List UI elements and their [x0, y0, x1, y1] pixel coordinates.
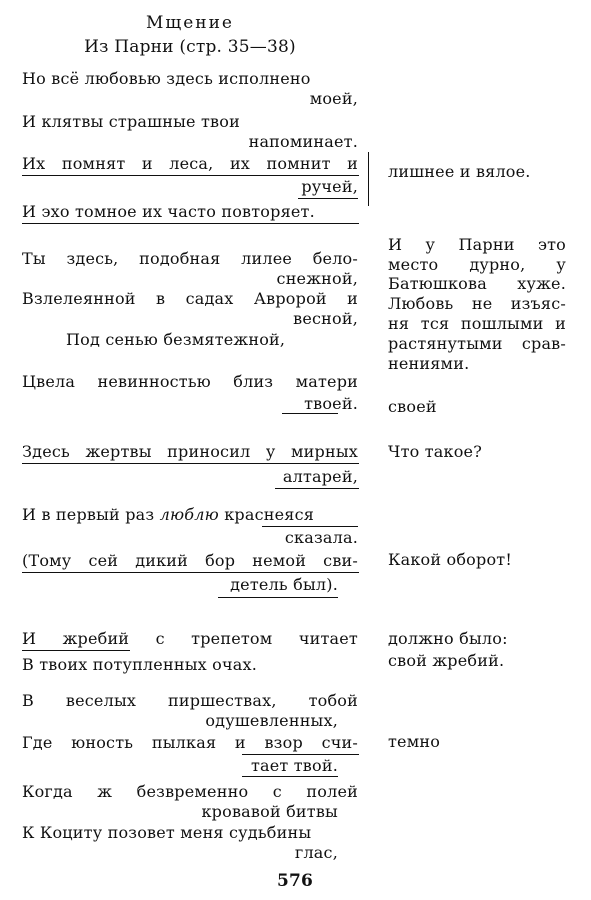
underline-line-10	[262, 526, 358, 527]
margin-note-7: темно	[388, 732, 441, 751]
margin-note-2-line-1: И у Парни это	[388, 235, 566, 254]
underline-line-8-cont	[282, 413, 338, 414]
page-number: 576	[276, 871, 314, 891]
poem-line-6-cont: весной,	[293, 309, 358, 328]
poem-line-5: Ты здесь, подобная лилее бело-	[22, 249, 358, 268]
poem-line-8-cont: твоей.	[304, 394, 358, 413]
poem-line-14-cont: одушевленных,	[205, 711, 338, 730]
margin-note-3: своей	[388, 397, 437, 416]
poem-line-10-start: И в первый раз	[22, 505, 155, 524]
margin-note-2-line-2: место дурно, у	[388, 255, 566, 274]
poem-line-13: В твоих потупленных очах.	[22, 655, 257, 674]
margin-note-2-line-3: Батюшкова хуже.	[388, 274, 566, 293]
poem-line-3: Их помнят и леса, их помнит и	[22, 154, 358, 173]
underline-line-11	[22, 572, 359, 573]
poem-line-4: И эхо томное их часто повторяет.	[22, 202, 315, 221]
margin-note-6-line-2: свой жребий.	[388, 651, 505, 670]
poem-line-15-cont: тает твой.	[250, 756, 338, 775]
margin-bar	[368, 152, 369, 206]
poem-line-2: И клятвы страшные твои	[22, 112, 240, 131]
poem-line-1-cont: моей,	[309, 89, 358, 108]
poem-line-17: К Коциту позовет меня судьбины	[22, 823, 312, 842]
margin-note-1: лишнее и вялое.	[388, 162, 531, 181]
margin-note-5: Какой оборот!	[388, 550, 512, 569]
poem-line-8: Цвела невинностью близ матери	[22, 372, 358, 391]
poem-line-12: И жребий с трепетом читает	[22, 629, 358, 648]
margin-note-6-line-1: должно было:	[388, 629, 508, 648]
poem-line-11-cont: детель был).	[230, 575, 338, 594]
poem-line-7: Под сенью безмятежной,	[66, 330, 286, 349]
poem-line-15: Где юность пылкая и взор счи-	[22, 733, 358, 752]
margin-note-2-line-5: ня тся пошлыми и	[388, 314, 566, 333]
poem-line-16-cont: кровавой битвы	[201, 802, 338, 821]
poem-line-9: Здесь жертвы приносил у мирных	[22, 442, 358, 461]
poem-line-9-cont: алтарей,	[282, 467, 358, 486]
poem-line-1: Но всё любовью здесь исполнено	[22, 69, 311, 88]
poem-line-10-end: краснеяся	[224, 505, 315, 524]
underline-line-12	[22, 650, 130, 651]
poem-line-5-cont: снежной,	[276, 269, 358, 288]
poem-line-14: В веселых пиршествах, тобой	[22, 691, 358, 710]
poem-title: Мщение	[146, 13, 234, 33]
margin-note-2-line-6: растянутыми срав-	[388, 334, 566, 353]
underline-line-4	[22, 223, 359, 224]
poem-line-2-cont: напоминает.	[248, 132, 358, 151]
poem-line-16: Когда ж безвременно с полей	[22, 782, 358, 801]
margin-note-2-line-7: нениями.	[388, 354, 470, 373]
poem-line-3-cont: ручей,	[301, 177, 358, 196]
underline-line-3	[22, 175, 359, 176]
poem-line-10-italic: люблю	[159, 505, 219, 524]
poem-subtitle: Из Парни (стр. 35—38)	[84, 37, 296, 57]
poem-line-10-cont: сказала.	[284, 528, 358, 547]
underline-line-15	[242, 754, 359, 755]
underline-line-3-cont	[298, 198, 358, 199]
poem-line-6: Взлелеянной в садах Авророй и	[22, 289, 358, 308]
poem-line-10	[22, 505, 314, 525]
underline-line-15-cont	[242, 776, 338, 777]
margin-note-4: Что такое?	[388, 442, 483, 461]
margin-note-2-line-4: Любовь не изъяс-	[388, 294, 566, 313]
underline-line-9-cont	[275, 488, 359, 489]
underline-line-9	[22, 463, 359, 464]
underline-line-11-cont	[218, 597, 338, 598]
poem-line-11: (Тому сей дикий бор немой сви-	[22, 551, 358, 570]
poem-line-17-cont: глас,	[294, 843, 338, 862]
